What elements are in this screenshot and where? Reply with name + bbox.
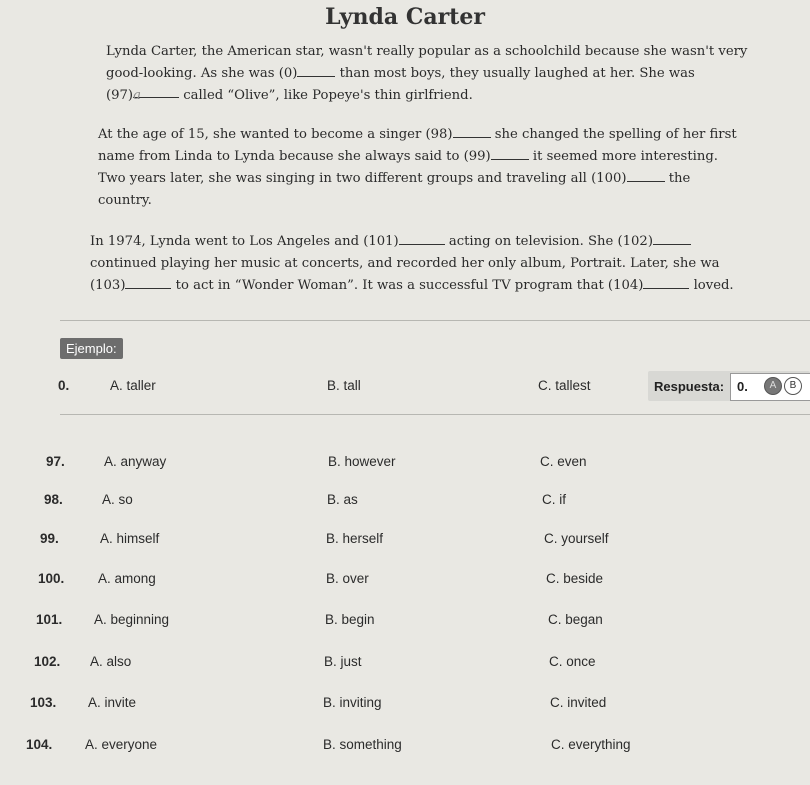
- text-segment: At the age of 15, she wanted to become a singer (98): [98, 127, 453, 142]
- paragraph-2: [98, 124, 737, 212]
- question-row: [0, 492, 810, 512]
- question-row: [0, 531, 810, 551]
- question-option-b[interactable]: B. inviting: [323, 695, 382, 710]
- paragraph-3-line-2: continued playing her music at concerts, and recorded her only album, Portrait. Later, she wa: [90, 256, 720, 271]
- blank-97: a: [133, 85, 179, 98]
- blank-98: [453, 125, 491, 138]
- answer-label: Respuesta:: [654, 379, 725, 394]
- question-option-a[interactable]: A. everyone: [85, 737, 158, 752]
- text-segment: the: [664, 171, 691, 186]
- text-segment: good-looking. As she was (0): [106, 66, 298, 81]
- question-option-c[interactable]: C. invited: [550, 695, 607, 710]
- text-segment: (97): [106, 88, 134, 103]
- example-badge: Ejemplo:: [60, 338, 123, 359]
- answer-bubble-b[interactable]: B: [784, 377, 802, 395]
- question-option-b[interactable]: B. as: [327, 492, 358, 507]
- paragraph-2-line-2: [98, 146, 737, 168]
- divider-bottom: [60, 414, 810, 415]
- question-row: [0, 737, 810, 757]
- question-option-b[interactable]: B. something: [323, 737, 402, 752]
- paragraph-1-line-2: [106, 63, 747, 85]
- paragraph-1-line-1: Lynda Carter, the American star, wasn't really popular as a schoolchild because she wasn't very: [106, 44, 748, 59]
- question-option-a[interactable]: A. also: [90, 654, 132, 669]
- question-option-a[interactable]: A. so: [102, 492, 133, 507]
- text-segment: In 1974, Lynda went to Los Angeles and (101): [90, 234, 399, 249]
- text-segment: loved.: [689, 278, 734, 293]
- question-option-a[interactable]: A. beginning: [94, 612, 170, 627]
- paragraph-2-line-3: [98, 168, 737, 190]
- question-row: [0, 695, 810, 715]
- paragraph-1: [106, 41, 747, 107]
- question-row: [0, 454, 810, 474]
- question-option-c[interactable]: C. if: [542, 492, 567, 507]
- text-segment: Two years later, she was singing in two different groups and traveling all (100): [98, 171, 627, 186]
- question-row: [0, 571, 810, 591]
- question-number: 103.: [30, 695, 57, 710]
- question-row: [0, 654, 810, 674]
- question-option-a[interactable]: A. invite: [88, 695, 137, 710]
- question-option-c[interactable]: C. once: [549, 654, 596, 669]
- paragraph-2-line-1: [98, 124, 737, 146]
- question-option-a[interactable]: A. anyway: [104, 454, 167, 469]
- text-segment: called “Olive”, like Popeye's thin girlfriend.: [179, 88, 473, 103]
- blank-101: [399, 232, 445, 245]
- text-segment: acting on television. She (102): [444, 234, 653, 249]
- example-option-b: B. tall: [327, 378, 361, 393]
- question-number: 98.: [44, 492, 63, 507]
- paragraph-3-line-3: [90, 275, 734, 297]
- blank-0: [297, 64, 335, 77]
- page-title: Lynda Carter: [325, 4, 485, 30]
- question-row: [0, 612, 810, 632]
- blank-99: [491, 147, 529, 160]
- text-segment: it seemed more interesting.: [528, 149, 718, 164]
- question-number: 102.: [34, 654, 61, 669]
- example-option-a: A. taller: [110, 378, 156, 393]
- blank-100: [627, 169, 665, 182]
- question-option-a[interactable]: A. himself: [100, 531, 160, 546]
- question-option-a[interactable]: A. among: [98, 571, 156, 586]
- text-segment: to act in “Wonder Woman”. It was a successful TV program that (104): [171, 278, 644, 293]
- answer-number: 0.: [737, 379, 748, 394]
- answer-bubble-a[interactable]: A: [764, 377, 782, 395]
- question-option-b[interactable]: B. begin: [325, 612, 375, 627]
- blank-103: [125, 276, 171, 289]
- blank-104: [643, 276, 689, 289]
- question-number: 101.: [36, 612, 63, 627]
- text-segment: name from Linda to Lynda because she always said to (99): [98, 149, 491, 164]
- paragraph-1-line-3: [106, 85, 747, 107]
- question-option-b[interactable]: B. just: [324, 654, 362, 669]
- question-number: 97.: [46, 454, 65, 469]
- question-option-c[interactable]: C. beside: [546, 571, 604, 586]
- question-option-c[interactable]: C. yourself: [544, 531, 609, 546]
- paragraph-3: [90, 231, 734, 297]
- text-segment: she changed the spelling of her first: [490, 127, 737, 142]
- blank-102: [653, 232, 691, 245]
- question-option-c[interactable]: C. everything: [551, 737, 631, 752]
- paragraph-3-line-1: [90, 231, 734, 253]
- text-segment: than most boys, they usually laughed at her. She was: [335, 66, 695, 81]
- example-number: 0.: [58, 378, 70, 393]
- example-option-c: C. tallest: [538, 378, 591, 393]
- text-segment: (103): [90, 278, 126, 293]
- question-option-c[interactable]: C. began: [548, 612, 603, 627]
- question-option-b[interactable]: B. herself: [326, 531, 384, 546]
- question-number: 100.: [38, 571, 65, 586]
- question-number: 104.: [26, 737, 53, 752]
- question-option-b[interactable]: B. however: [328, 454, 396, 469]
- question-option-b[interactable]: B. over: [326, 571, 369, 586]
- question-number: 99.: [40, 531, 59, 546]
- divider-top: [60, 320, 810, 321]
- question-option-c[interactable]: C. even: [540, 454, 587, 469]
- paragraph-2-line-4: country.: [98, 193, 152, 208]
